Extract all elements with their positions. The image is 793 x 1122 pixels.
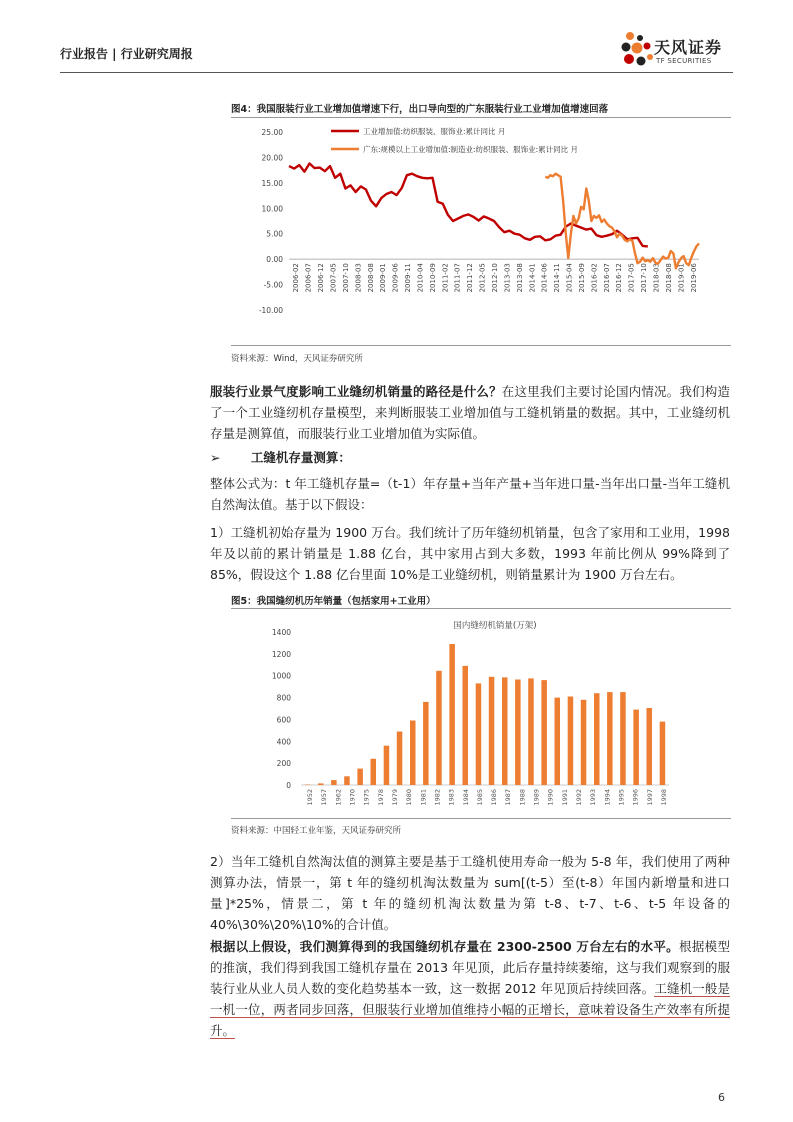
- x-tick-label: 2016-07: [602, 263, 611, 293]
- x-tick-label: 2011-02: [441, 263, 450, 293]
- x-tick-label: 1982: [433, 789, 442, 806]
- x-tick-label: 1985: [475, 789, 484, 806]
- figure5-title: 图5：我国缝纫机历年销量（包括家用+工业用）: [231, 596, 436, 607]
- x-tick-label: 2012-05: [478, 263, 487, 293]
- bar: [449, 644, 455, 785]
- x-tick-label: 2015-04: [565, 263, 574, 293]
- report-header-title: 行业报告 | 行业研究周报: [60, 47, 193, 61]
- x-tick-label: 2006-12: [317, 263, 326, 293]
- paragraph-conclusion-underlined: 工缝机一般是一机一位，两者同步回落，但服装行业增加值维持小幅的正增长，意味着设备生产效率有所提升。: [210, 981, 730, 1038]
- bar: [371, 759, 377, 785]
- x-tick-label: 1986: [490, 789, 499, 806]
- figure5-source: 资料来源：中国轻工业年鉴，天风证券研究所: [231, 826, 402, 836]
- bar: [397, 732, 403, 786]
- x-tick-label: 2018-03: [652, 263, 661, 293]
- bar: [581, 700, 587, 785]
- y-tick-label: 1000: [271, 671, 291, 681]
- figure5-top-rule: [231, 608, 731, 609]
- series-line-2: [545, 174, 699, 269]
- y-tick-label: 0.00: [266, 255, 283, 265]
- bar: [647, 708, 653, 785]
- x-tick-label: 1990: [546, 789, 555, 806]
- bar: [463, 666, 469, 785]
- bar: [594, 693, 600, 785]
- x-tick-label: 2017-05: [627, 263, 636, 293]
- y-tick-label: -10.00: [258, 306, 283, 315]
- figure4-title: 图4：我国服装行业工业增加值增速下行，出口导向型的广东服装行业工业增加值增速回落: [231, 104, 609, 115]
- bar: [555, 698, 561, 785]
- logo-mark-icon: [620, 30, 654, 74]
- x-tick-label: 2016-02: [590, 263, 599, 293]
- x-tick-label: 2014-01: [528, 263, 537, 293]
- x-tick-label: 1979: [391, 789, 399, 806]
- x-tick-label: 1997: [645, 789, 654, 806]
- y-tick-label: 10.00: [261, 204, 283, 214]
- y-tick-label: 25.00: [261, 128, 283, 137]
- bar: [476, 683, 482, 785]
- tf-securities-logo: [620, 30, 740, 74]
- x-tick-label: 2014-11: [553, 263, 562, 293]
- bar: [384, 746, 390, 785]
- x-tick-label: 1984: [461, 789, 470, 806]
- page-number: 6: [718, 1091, 725, 1104]
- x-tick-label: 2011-07: [453, 263, 462, 293]
- bar: [660, 722, 666, 785]
- x-tick-label: 2006-07: [304, 263, 313, 293]
- paragraph-intro-bold: 服装行业景气度影响工业缝纫机销量的路径是什么？: [210, 384, 502, 399]
- bar: [410, 721, 416, 786]
- y-tick-label: -5.00: [263, 280, 283, 290]
- x-tick-label: 2013-08: [515, 263, 524, 293]
- bar: [357, 769, 363, 785]
- x-tick-label: 2019-06: [689, 263, 698, 293]
- x-tick-label: 1962: [334, 789, 343, 806]
- x-tick-label: 1975: [362, 789, 371, 806]
- legend-label-1: 工业增加值:纺织服装、服饰业:累计同比 月: [363, 127, 506, 136]
- bar-chart-sales: [231, 611, 731, 816]
- line-chart-growth: [231, 120, 731, 345]
- figure4-source: 资料来源：Wind，天风证券研究所: [231, 354, 363, 364]
- bar: [423, 702, 429, 785]
- x-tick-label: 1998: [659, 789, 668, 806]
- y-tick-label: 200: [276, 759, 291, 769]
- x-tick-label: 2014-06: [540, 263, 549, 293]
- x-tick-label: 2012-10: [491, 263, 499, 293]
- y-tick-label: 600: [276, 715, 291, 725]
- paragraph-intro-text: 在这里我们主要讨论国内情况。我们构造了一个工业缝纫机存量模型，来判断服装工业增加值与工缝机销量的数据。其中，工业缝纫机存量是测算值，而服装行业工业增加值为实际值。: [210, 384, 730, 441]
- x-tick-label: 2009-11: [404, 263, 413, 293]
- y-tick-label: 800: [276, 693, 291, 703]
- bar: [528, 678, 534, 785]
- x-tick-label: 1980: [405, 789, 414, 806]
- y-tick-label: 5.00: [266, 229, 283, 239]
- paragraph-formula: 整体公式为：t 年工缝机存量=（t-1）年存量+当年产量+当年进口量-当年出口量-当年工缝机自然淘汰值。基于以下假设：: [210, 476, 730, 512]
- x-tick-label: 2008-03: [354, 263, 363, 293]
- x-tick-label: 2015-09: [577, 263, 586, 293]
- x-tick-label: 2018-08: [664, 263, 673, 293]
- bar: [607, 692, 613, 785]
- x-tick-label: 1983: [447, 789, 456, 806]
- x-tick-label: 2017-10: [640, 263, 649, 293]
- y-tick-label: 400: [276, 737, 291, 747]
- bar: [489, 677, 495, 785]
- x-tick-label: 1981: [419, 789, 428, 806]
- y-tick-label: 15.00: [261, 178, 283, 188]
- paragraph-conclusion: [210, 936, 730, 1041]
- x-tick-label: 1978: [376, 789, 385, 806]
- bar: [541, 680, 547, 785]
- x-tick-label: 2007-05: [329, 263, 338, 293]
- x-tick-label: 2008-08: [366, 263, 375, 293]
- x-tick-label: 2011-12: [466, 263, 475, 293]
- x-tick-label: 1989: [532, 789, 541, 806]
- x-tick-label: 2010-04: [416, 263, 425, 293]
- figure5-bottom-rule: [231, 818, 731, 819]
- bar: [305, 785, 311, 786]
- bar: [331, 780, 337, 785]
- bar: [436, 671, 442, 785]
- bullet-arrow-icon: ➢: [210, 450, 221, 465]
- bar: [568, 697, 574, 786]
- x-tick-label: 2013-03: [503, 263, 512, 293]
- x-tick-label: 2016-12: [615, 263, 624, 293]
- bar: [344, 776, 350, 785]
- chart-title: 国内缝纫机销量(万架): [453, 621, 537, 631]
- x-tick-label: 1970: [348, 789, 357, 806]
- x-tick-label: 1952: [306, 789, 315, 806]
- x-tick-label: 1957: [320, 789, 329, 806]
- paragraph-assumption-2: 2）当年工缝机自然淘汰值的测算主要是基于工缝机使用寿命一般为 5-8 年，我们使用了两种测算办法，情景一，第 t 年的缝纫机淘汰数量为 sum[(t-5）至(t-8）年国内新增量和进口量]*25%，情景二，第 t 年的缝纫机淘汰数量为第 t-8、t-7、t-6、t-5 年设备的 40%\30%\20%\10%的合计值。: [210, 854, 730, 932]
- legend-label-2: 广东:规模以上工业增加值:制造业:纺织服装、服饰业:累计同比 月: [363, 145, 578, 154]
- x-tick-label: 1991: [560, 789, 569, 806]
- x-tick-label: 1992: [575, 789, 583, 806]
- x-tick-label: 2010-09: [428, 263, 437, 293]
- brand-subtitle: TF SECURITIES: [656, 57, 712, 65]
- bar: [633, 710, 639, 785]
- bar: [620, 692, 626, 785]
- bar: [502, 677, 508, 785]
- figure4-bottom-rule: [231, 345, 731, 346]
- x-tick-label: 2007-10: [341, 263, 350, 293]
- bar: [515, 680, 521, 786]
- paragraph-conclusion-text: 根据模型的推演，我们得到我国工缝机存量在 2013 年见顶，此后存量持续萎缩，这与我们观察到的服装行业从业人员人数的变化趋势基本一致，这一数据 2012 年见顶后持续回落。: [210, 939, 730, 996]
- x-tick-label: 2009-06: [391, 263, 400, 293]
- bar: [318, 783, 324, 785]
- paragraph-intro: [210, 381, 730, 444]
- figure4-top-rule: [231, 117, 731, 118]
- x-tick-label: 2019-01: [677, 263, 686, 293]
- y-tick-label: 20.00: [261, 153, 283, 163]
- x-tick-label: 2006-02: [292, 263, 301, 293]
- x-tick-label: 1995: [617, 789, 626, 806]
- y-tick-label: 1400: [271, 628, 291, 637]
- section-heading: [210, 448, 351, 466]
- paragraph-conclusion-bold: 根据以上假设，我们测算得到的我国缝纫机存量在 2300-2500 万台左右的水平。: [210, 939, 679, 954]
- x-tick-label: 1993: [589, 789, 598, 806]
- x-tick-label: 1996: [631, 789, 640, 806]
- y-tick-label: 0: [286, 781, 291, 790]
- x-tick-label: 1988: [518, 789, 527, 806]
- y-tick-label: 1200: [271, 649, 291, 659]
- series-line-1: [289, 164, 648, 247]
- paragraph-assumption-1: 1）工缝机初始存量为 1900 万台。我们统计了历年缝纫机销量，包含了家用和工业用，1998 年及以前的累计销量是 1.88 亿台，其中家用占到大多数，1993 年前比例从 99%降到了 85%，假设这个 1.88 亿台里面 10%是工业缝纫机，则销量累计为 1900 万台左右。: [210, 525, 730, 582]
- x-tick-label: 1987: [504, 789, 513, 806]
- x-tick-label: 1994: [603, 789, 612, 806]
- x-tick-label: 2009-01: [379, 263, 388, 293]
- brand-name: 天风证券: [654, 38, 723, 57]
- section-heading-label: 工缝机存量测算：: [250, 450, 351, 465]
